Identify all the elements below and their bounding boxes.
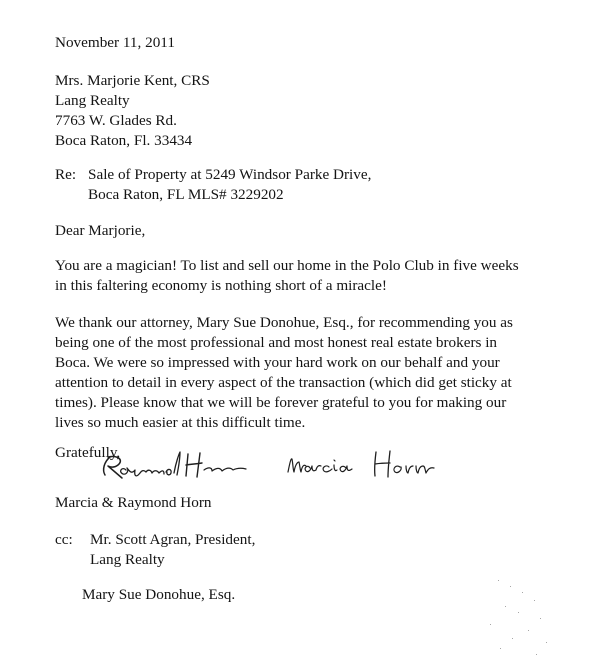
recipient-street: 7763 W. Glades Rd. — [55, 112, 177, 129]
recipient-name: Mrs. Marjorie Kent, CRS — [55, 72, 210, 89]
subject-line-2: Boca Raton, FL MLS# 3229202 — [88, 186, 284, 203]
paragraph-line: times). Please know that we will be forever grateful to you for making our — [55, 394, 507, 411]
subject-label: Re: — [55, 166, 77, 183]
paragraph-line: being one of the most professional and most honest real estate brokers in — [55, 334, 498, 351]
cc-recipient-1-company: Lang Realty — [90, 551, 165, 568]
cc-recipient-1: Mr. Scott Agran, President, — [90, 531, 256, 548]
letter-date: November 11, 2011 — [55, 34, 175, 51]
signer-names: Marcia & Raymond Horn — [55, 494, 212, 511]
marcia-signature-image — [282, 448, 452, 484]
cc-label: cc: — [55, 531, 73, 548]
paragraph-line: You are a magician! To list and sell our home in the Polo Club in five weeks — [55, 257, 519, 274]
raymond-signature-image — [96, 448, 266, 488]
paragraph-line: We thank our attorney, Mary Sue Donohue, Esq., for recommending you as — [55, 314, 513, 331]
paragraph-line: attention to detail in every aspect of the transaction (which did get sticky at — [55, 374, 512, 391]
paragraph-line: lives so much easier at this difficult time. — [55, 414, 306, 431]
paragraph-line: Boca. We were so impressed with your hard work on our behalf and your — [55, 354, 500, 371]
salutation: Dear Marjorie, — [55, 222, 146, 239]
paragraph-line: in this faltering economy is nothing short of a miracle! — [55, 277, 387, 294]
closing: Gratefully, — [55, 444, 121, 461]
cc-recipient-2: Mary Sue Donohue, Esq. — [82, 586, 236, 603]
recipient-company: Lang Realty — [55, 92, 130, 109]
subject-line-1: Sale of Property at 5249 Windsor Parke Drive, — [88, 166, 372, 183]
recipient-city: Boca Raton, Fl. 33434 — [55, 132, 193, 149]
